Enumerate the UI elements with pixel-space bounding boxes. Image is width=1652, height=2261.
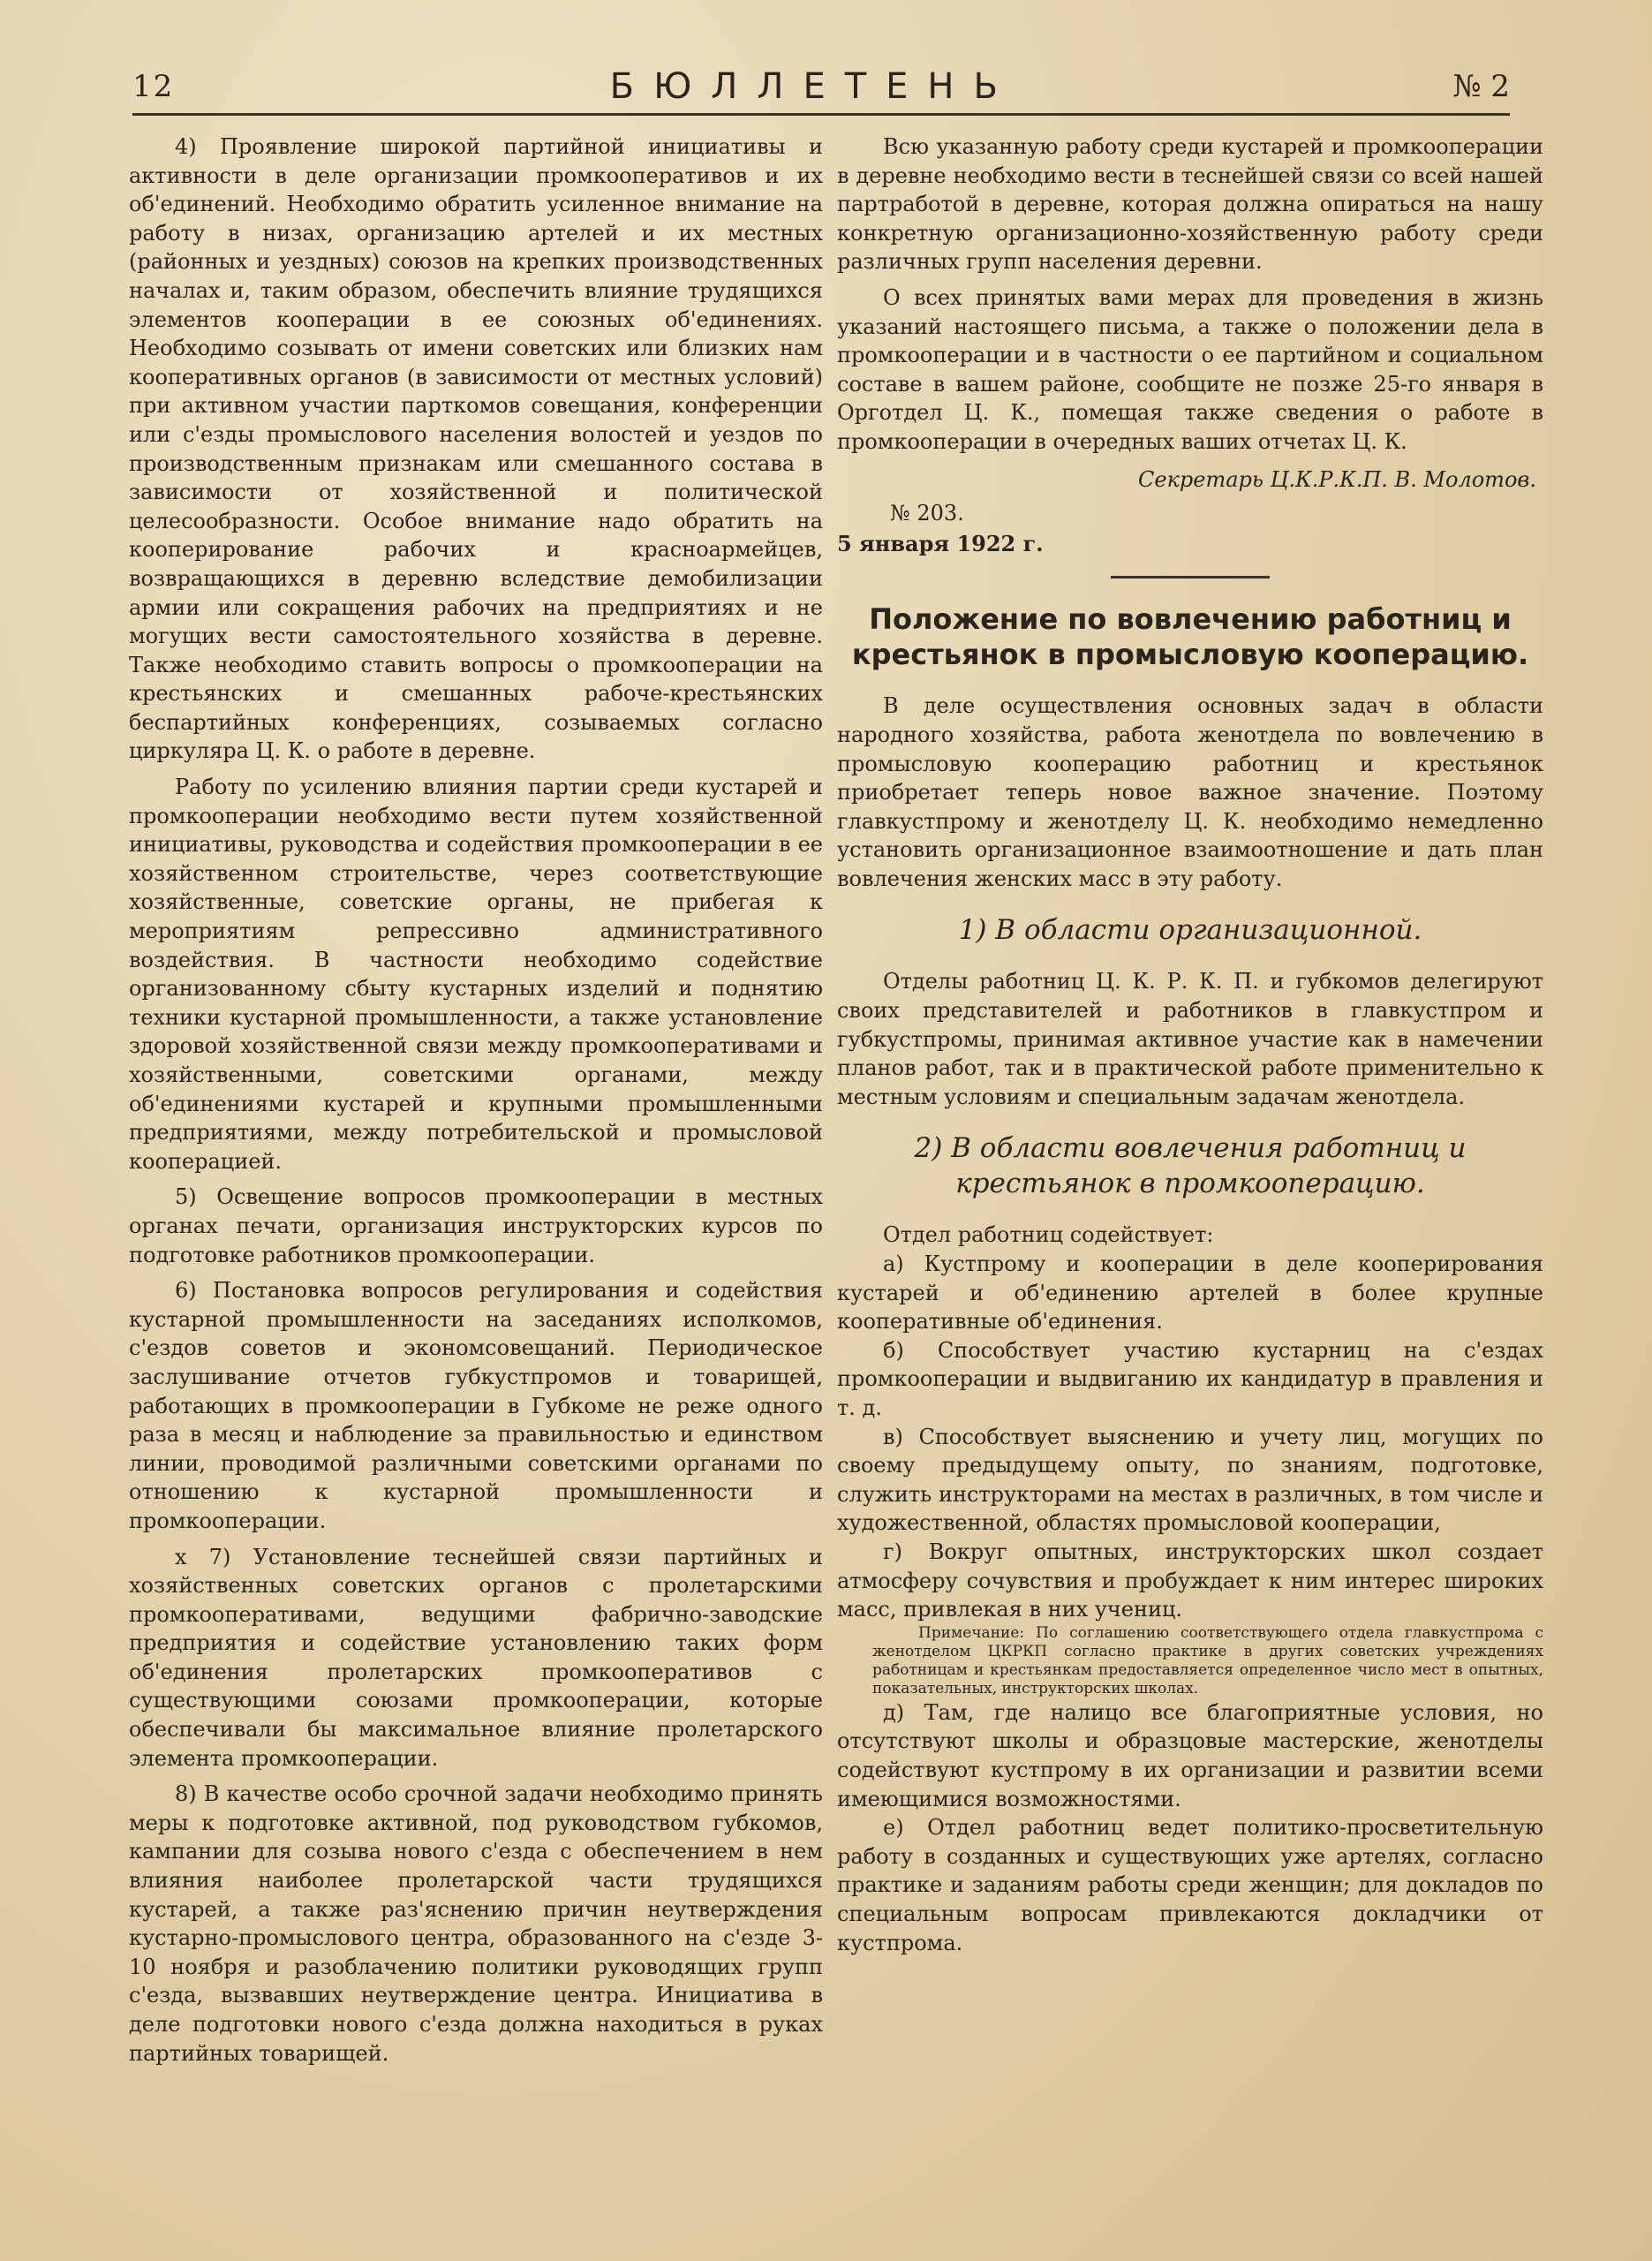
- list-item-a: а) Кустпрому и кооперации в деле кооперирования кустарей и об'единению артелей в более крупные кооперативные об'единения.: [837, 1251, 1543, 1335]
- section-1-title: 1) В области организационной.: [958, 914, 1422, 947]
- footnote: Примечание: По соглашению соответствующего отдела главкустпрома с женотделом ЦКРКП согласно практике в других советских учреждениях работницам и крестьянкам предоставляется определенное число мест в опытных, показательных, инструкторских школах.: [872, 1623, 1543, 1698]
- paragraph-item-8: 8) В качестве особо срочной задачи необходимо принять меры к подготовке активной, под руководством губкомов, кампании для созыва нового с'езда с обеспечением в нем влияния наиболее пролетарской части трудящихся кустарей, а также раз'яснению причин неутверждения кустарно-промыслового центра, образованного на с'езде 3-10 ноября и разоблачению политики руководящих групп с'езда, вызвавших неутверждение центра. Инициатива в деле подготовки нового с'езда должна находиться в руках партийных товарищей.: [129, 1781, 823, 2066]
- section-2-title: 2) В области вовлечения работниц и крестьянок в промкооперацию.: [914, 1132, 1467, 1200]
- list-item-v: в) Способствует выяснению и учету лиц, могущих по своему предыдущему опыту, по знаниям, подготовке, служить инструкторами на местах в различных, в том числе и художественной, областях промысловой кооперации,: [837, 1424, 1543, 1536]
- article-intro: В деле осуществления основных задач в области народного хозяйства, работа женотдела по вовлечению в промысловую кооперацию работниц и крестьянок приобретает теперь новое важное значение. Поэтому главкустпрому и женотделу Ц. К. необходимо немедленно установить организационное взаимоотношение и дать план вовлечения женских масс в эту работу.: [837, 693, 1543, 891]
- paragraph-item-5: 5) Освещение вопросов промкооперации в местных органах печати, организация инструкторских курсов по подготовке работников промкооперации.: [129, 1184, 823, 1267]
- list-item-e: е) Отдел работниц ведет политико-просветительную работу в созданных и существующих уже артелях, согласно практике и заданиям работы среди женщин; для докладов по специальным вопросам привлекаются докладчики от кустпрома.: [837, 1815, 1543, 1955]
- page-number: 12: [132, 69, 175, 104]
- paragraph-party-work: Всю указанную работу среди кустарей и промкооперации в деревне необходимо вести в теснейшей связи со всей нашей партработой в деревне, которая должна опираться на нашу конкретную организационно-хозяйственную работу среди различных групп населения деревни.: [837, 134, 1543, 275]
- secretary-signature: Секретарь Ц.К.Р.К.П. В. Молотов.: [1138, 466, 1536, 492]
- document-date: 5 января 1922 г.: [837, 530, 1044, 556]
- paragraph-influence: Работу по усилению влияния партии среди кустарей и промкооперации необходимо вести путем хозяйственной инициативы, руководства и содействия промкооперации в ее хозяйственном строительстве, через соответствующие хозяйственные, советские органы, не прибегая к мероприятиям репрессивно административного воздействия. В частности необходимо содействие организованному сбыту кустарных изделий и поднятию техники кустарной промышленности, а также установление здоровой хозяйственной связи между промкооперативами и хозяйственными, советскими органами, между об'единениями кустарей и крупными промышленными предприятиями, между потребительской и промысловой кооперацией.: [129, 775, 823, 1174]
- document-number: № 203.: [890, 501, 964, 526]
- bulletin-title: БЮЛЛЕТЕНЬ: [609, 66, 1017, 107]
- paragraph-item-7: x 7) Установление теснейшей связи партийных и хозяйственных советских органов с пролетарскими промкооперативами, ведущими фабрично-заводские предприятия и содействие установлению таких форм об'единения пролетарских промкооперативов с существующими союзами промкооперации, которые обеспечивали бы максимальное влияние пролетарского элемента промкооперации.: [129, 1544, 823, 1771]
- section-2-intro: Отдел работниц содействует:: [883, 1222, 1214, 1248]
- paragraph-item-4: 4) Проявление широкой партийной инициативы и активности в деле организации промкооперативов и их об'единений. Необходимо обратить усиленное внимание на работу в низах, организацию артелей и их местных (районных и уездных) союзов на крепких производственных началах и, таким образом, обеспечить влияние трудящихся элементов кооперации в ее союзных об'единениях. Необходимо созывать от имени советских или близких нам кооперативных органов (в зависимости от местных условий) при активном участии парткомов совещания, конференции или с'езды промыслового населения волостей и уездов по производственным признакам или смешанного состава в зависимости от хозяйственной и политической целесообразности. Особое внимание надо обратить на кооперирование рабочих и красноармейцев, возвращающихся в деревню вследствие демобилизации армии или сокращения рабочих на предприятиях и не могущих вести самостоятельного хозяйства в деревне. Также необходимо ставить вопросы о промкооперации на крестьянских и смешанных рабоче-крестьянских беспартийных конференциях, созываемых согласно циркуляра Ц. К. о работе в деревне.: [129, 134, 823, 764]
- list-item-d: д) Там, где налицо все благоприятные условия, но отсутствуют школы и образцовые мастерские, женотделы содействуют кустпрому в их организации и развитии всеми имеющимися возможностями.: [837, 1699, 1543, 1811]
- paragraph-report-request: О всех принятых вами мерах для проведения в жизнь указаний настоящего письма, а также о положении дела в промкооперации и в частности о ее партийном и социальном составе в вашем районе, сообщите не позже 25-го января в Орготдел Ц. К., помещая также сведения о работе в промкооперации в очередных ваших отчетах Ц. К.: [837, 284, 1543, 454]
- page-header: [132, 60, 1510, 116]
- paragraph-item-6: 6) Постановка вопросов регулирования и содействия кустарной промышленности на заседаниях исполкомов, с'ездов советов и экономсовещаний. Периодическое заслушивание отчетов губкустпромов и товарищей, работающих в промкооперации в Губкоме не реже одного раза в месяц и наблюдение за правильностью и единством линии, проводимой различными советскими органами по отношению к кустарной промышленности и промкооперации.: [129, 1278, 823, 1533]
- section-divider: [1111, 576, 1270, 578]
- left-column: [129, 132, 823, 2075]
- article-title: Положение по вовлечению работниц и крестьянок в промысловую кооперацию.: [851, 602, 1529, 672]
- list-item-b: б) Способствует участию кустарниц на с'ездах промкооперации и выдвиганию их кандидатур в правления и т. д.: [837, 1337, 1543, 1420]
- issue-number: № 2: [1452, 69, 1510, 104]
- right-column: [837, 132, 1543, 1957]
- list-item-g: г) Вокруг опытных, инструкторских школ создает атмосферу сочувствия и пробуждает к ним интерес широких масс, привлекая в них учениц.: [837, 1539, 1543, 1622]
- section-1-text: Отделы работниц Ц. К. Р. К. П. и губкомов делегируют своих представителей и работников в главкустпром и губкустпромы, принимая активное участие как в намечении планов работ, так и в практической работе применительно к местным условиям и специальным задачам женотдела.: [837, 969, 1543, 1109]
